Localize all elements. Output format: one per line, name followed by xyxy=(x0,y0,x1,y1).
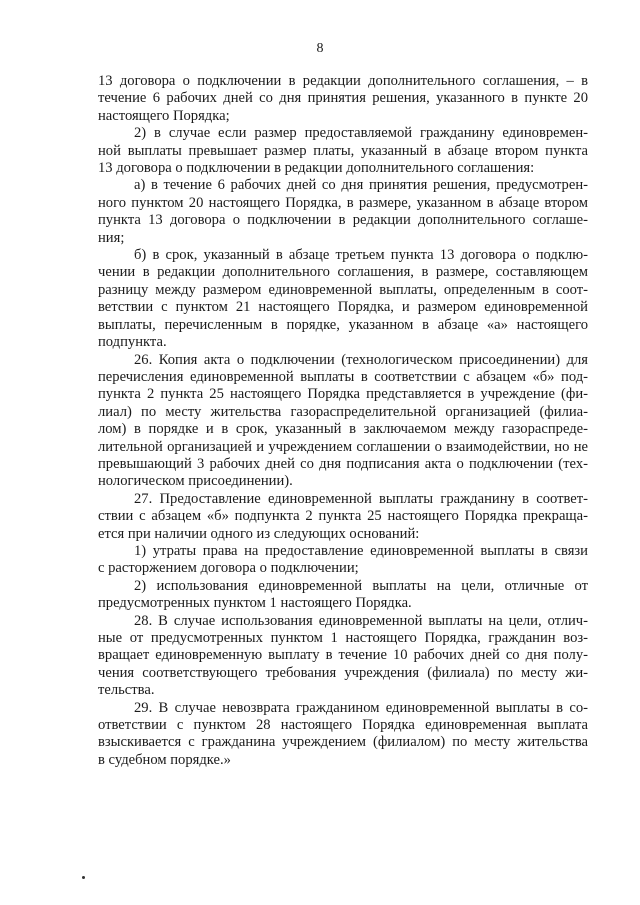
text-line: превышающий 3 рабочих дней со дня подписания акта о подключении (тех- xyxy=(98,455,588,472)
text-line: тельства. xyxy=(98,682,155,699)
text-line: пункта 2 пункта 25 настоящего Порядка представляется в учреждение (фи- xyxy=(98,386,588,403)
text-line: чении в редакции дополнительного соглашения, в размере, составляющем xyxy=(98,264,588,281)
text-line: пункта 13 договора о подключении в редакции дополнительного соглаше- xyxy=(98,212,588,229)
text-line: ется при наличии одного из следующих оснований: xyxy=(98,525,420,542)
text-line: ного пунктом 20 настоящего Порядка, в размере, указанном в абзаце втором xyxy=(98,194,588,211)
text-line: ния; xyxy=(98,229,125,246)
text-line: чения соответствующего требования учреждения (филиала) по месту жи- xyxy=(98,664,588,681)
text-line: нологическом присоединении). xyxy=(98,473,293,490)
text-line: 1) утраты права на предоставление единовременной выплаты в связи xyxy=(134,542,588,559)
text-line: вращает единовременную выплату в течение 10 рабочих дней со дня полу- xyxy=(98,647,588,664)
text-line: 29. В случае невозврата гражданином единовременной выплаты в со- xyxy=(134,699,588,716)
text-line: с расторжением договора о подключении; xyxy=(98,560,359,577)
text-line: 2) использования единовременной выплаты на цели, отличные от xyxy=(134,577,588,594)
text-line: течение 6 рабочих дней со дня принятия решения, указанного в пункте 20 xyxy=(98,90,588,107)
text-line: подпункта. xyxy=(98,334,167,351)
text-line: ной выплаты превышает размер платы, указанный в абзаце втором пункта xyxy=(98,142,588,159)
text-line: перечисления единовременной выплаты в соответствии с абзацем «б» под- xyxy=(98,368,588,385)
text-line: 26. Копия акта о подключении (технологическом присоединении) для xyxy=(134,351,588,368)
text-line: 13 договора о подключении в редакции дополнительного соглашения, – в xyxy=(98,73,588,89)
scan-speck xyxy=(82,876,85,879)
document-body xyxy=(98,73,588,769)
text-line: ветствии с пунктом 21 настоящего Порядка, и размером единовременной xyxy=(98,299,588,316)
text-line: лиал) по месту жительства газораспределительной организацией (филиа- xyxy=(98,403,588,420)
text-line: лительной организацией и учреждением соглашении о взаимодействии, но не xyxy=(98,438,588,455)
text-line: ствии с абзацем «б» подпункта 2 пункта 25 настоящего Порядка прекраща- xyxy=(98,508,588,525)
text-line: а) в течение 6 рабочих дней со дня принятия решения, предусмотрен- xyxy=(134,177,588,194)
text-line: 13 договора о подключении в редакции дополнительного соглашения: xyxy=(98,160,535,177)
text-line: лом) в порядке и в срок, указанный в заключаемом между газораспреде- xyxy=(98,421,588,438)
text-line: ответствии с пунктом 28 настоящего Порядка единовременная выплата xyxy=(98,717,588,734)
text-line: 27. Предоставление единовременной выплаты гражданину в соответ- xyxy=(134,490,588,507)
text-line: в судебном порядке.» xyxy=(98,751,231,768)
text-line: настоящего Порядка; xyxy=(98,107,230,124)
text-line: взыскивается с гражданина учреждением (филиалом) по месту жительства xyxy=(98,734,588,751)
text-line: выплаты, перечисленным в порядке, указанном в абзаце «а» настоящего xyxy=(98,316,588,333)
text-line: ные от предусмотренных пунктом 1 настоящего Порядка, гражданин воз- xyxy=(98,630,588,646)
page-number: 8 xyxy=(316,41,324,56)
text-line: предусмотренных пунктом 1 настоящего Порядка. xyxy=(98,595,412,612)
text-line: 28. В случае использования единовременной выплаты на цели, отлич- xyxy=(134,612,588,629)
text-line: 2) в случае если размер предоставляемой гражданину единовремен- xyxy=(134,125,588,142)
text-line: разницу между размером единовременной выплаты, определенным в соот- xyxy=(98,281,588,298)
text-line: б) в срок, указанный в абзаце третьем пункта 13 договора о подклю- xyxy=(134,247,588,264)
